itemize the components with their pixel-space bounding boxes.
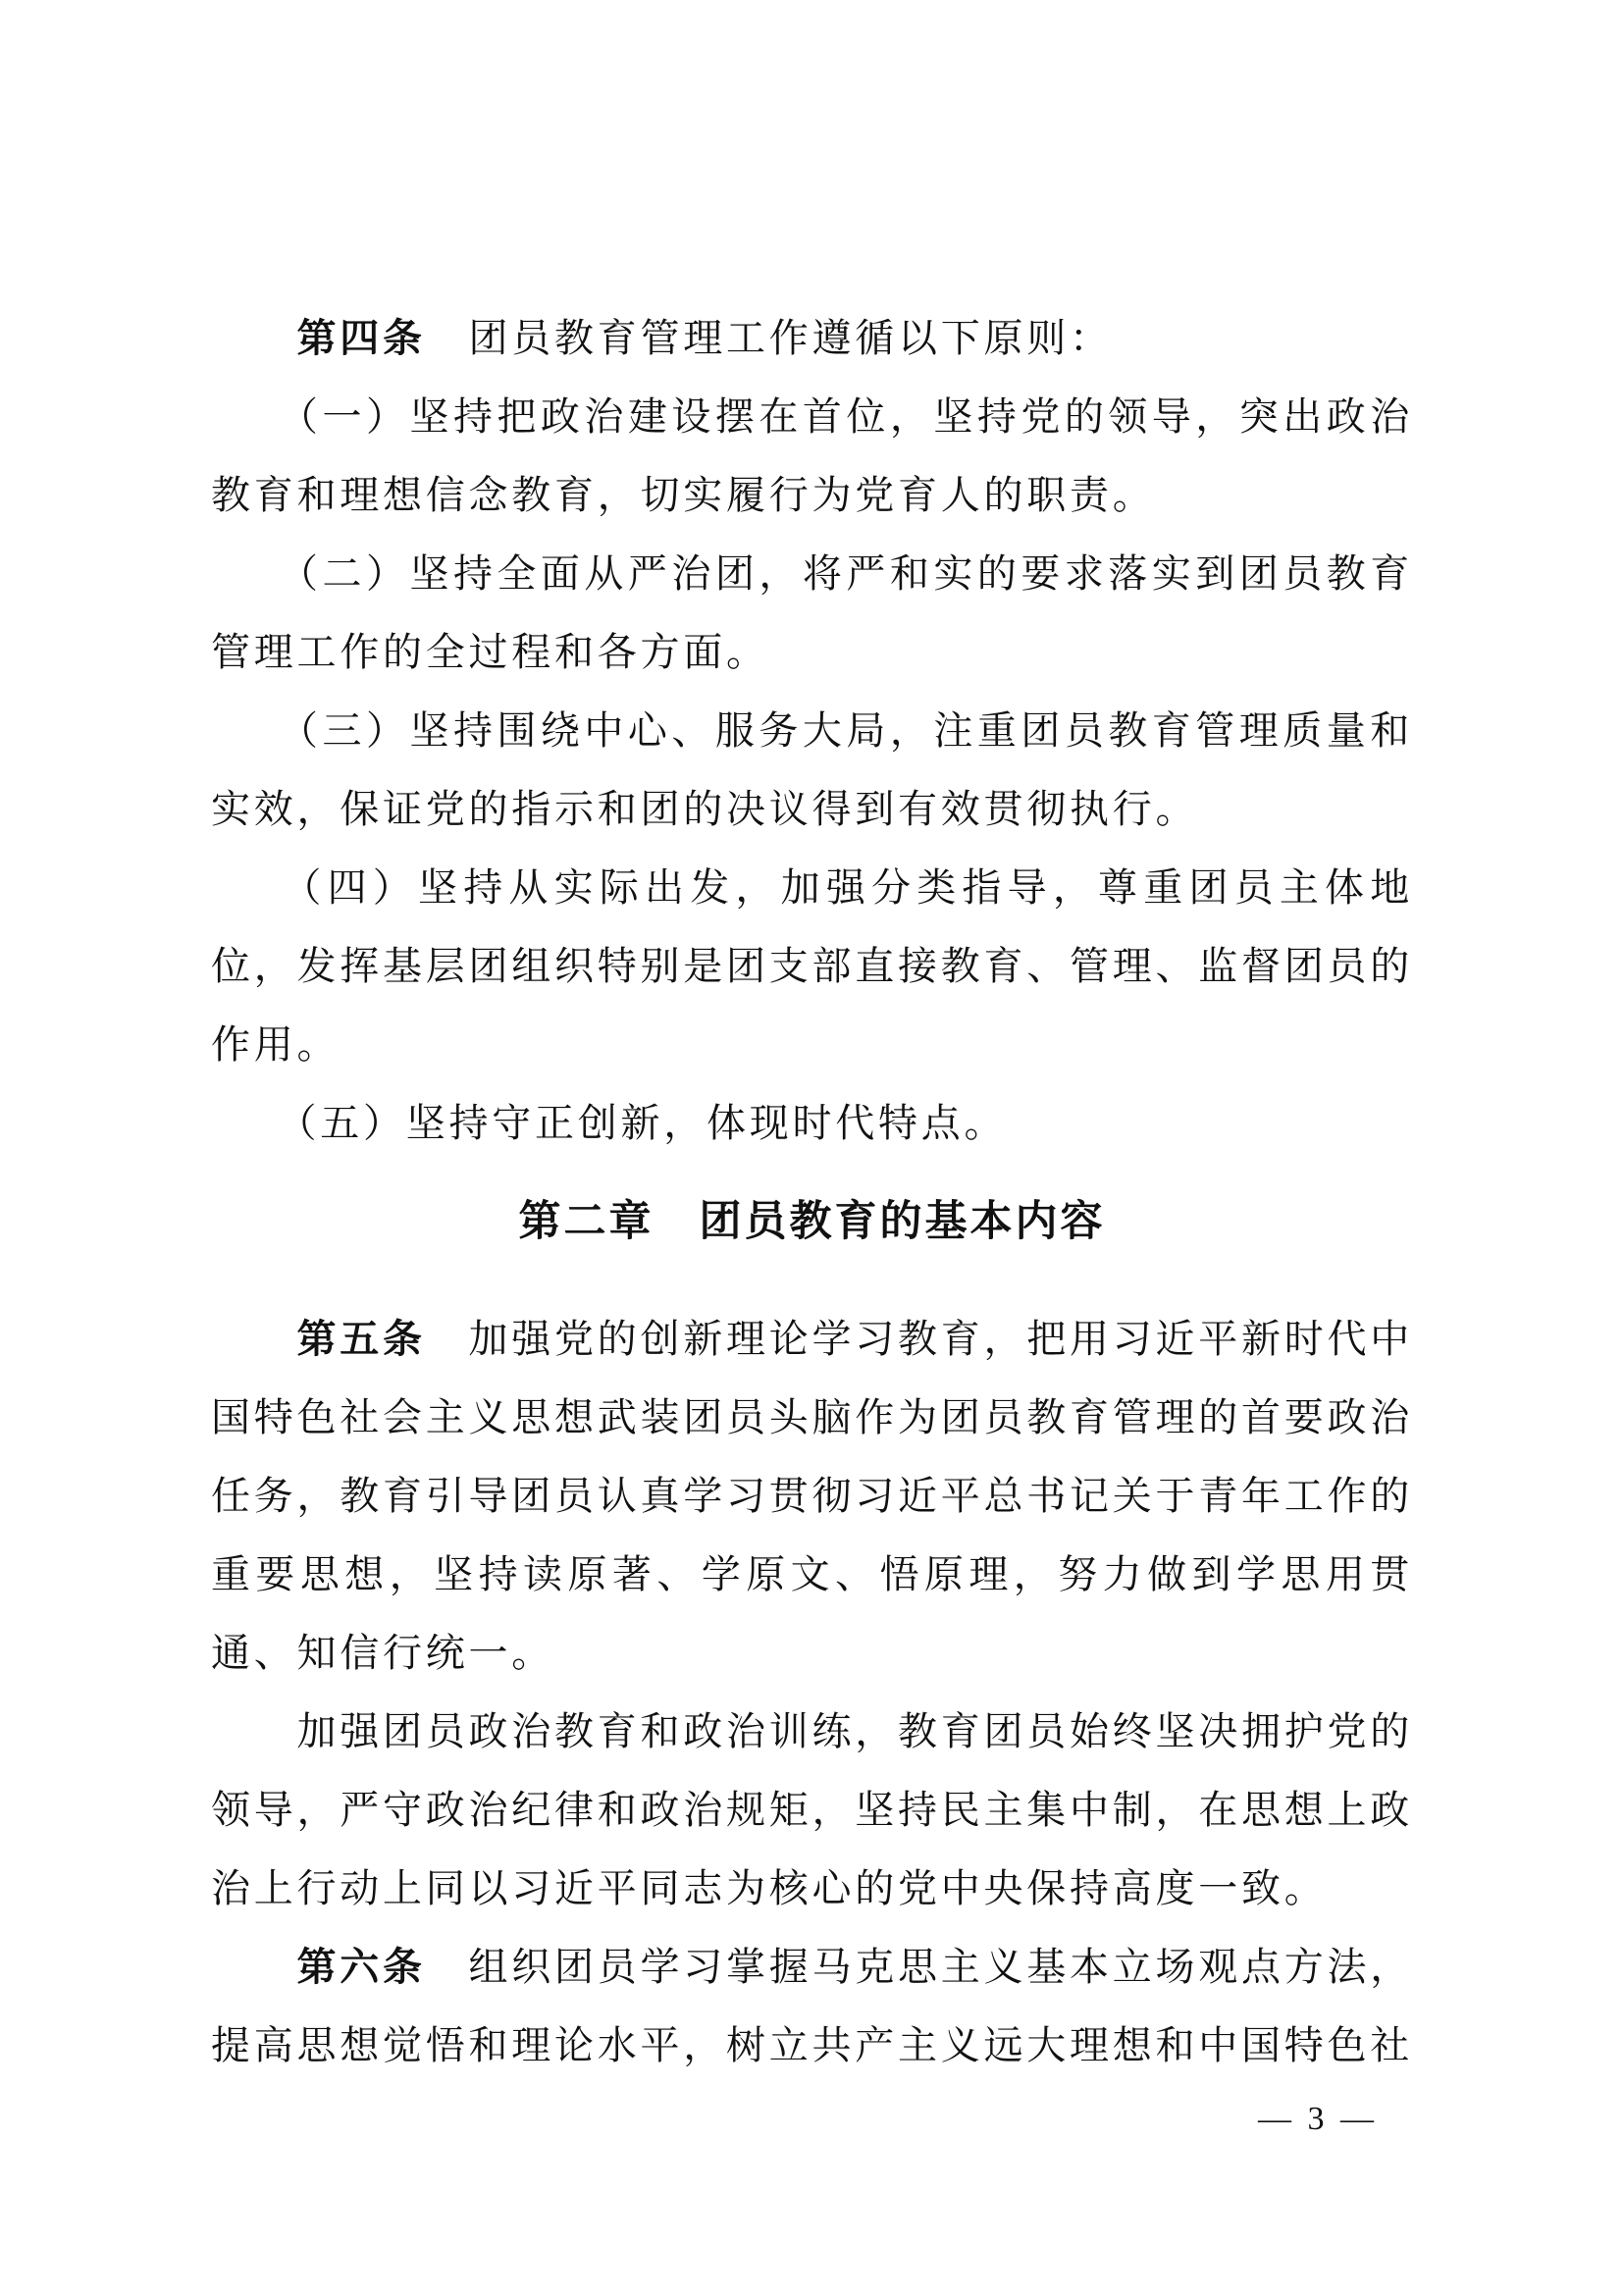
article-5-line-3: 任务，教育引导团员认真学习贯彻习近平总书记关于青年工作的 [211,1474,1413,1518]
principle-2-line-1: （二）坚持全面从严治团，将严和实的要求落实到团员教育 [211,551,1413,596]
principle-3-line-1: （三）坚持围绕中心、服务大局，注重团员教育管理质量和 [211,708,1413,753]
article-4-label: 第四条 [211,317,426,360]
document-body [211,299,1413,2085]
article-5-para-2-line-3: 治上行动上同以习近平同志为核心的党中央保持高度一致。 [211,1866,1328,1910]
principle-1-line-2: 教育和理想信念教育，切实履行为党育人的职责。 [211,473,1156,517]
article-5-line-5: 通、知信行统一。 [211,1631,554,1675]
article-6-text: 组织团员学习掌握马克思主义基本立场观点方法， [425,1945,1413,1989]
article-5-line-2: 国特色社会主义思想武装团员头脑作为团员教育管理的首要政治 [211,1395,1413,1439]
principle-2-line-2: 管理工作的全过程和各方面。 [211,630,769,674]
article-5-text: 加强党的创新理论学习教育，把用习近平新时代中 [425,1317,1413,1361]
article-5-para-2-line-2: 领导，严守政治纪律和政治规矩，坚持民主集中制，在思想上政 [211,1788,1413,1832]
article-4-text: 团员教育管理工作遵循以下原则： [425,316,1113,360]
article-5-line-4: 重要思想，坚持读原著、学原文、悟原理，努力做到学思用贯 [211,1552,1413,1596]
article-5-label: 第五条 [211,1318,426,1361]
principle-4-line-1: （四）坚持从实际出发，加强分类指导，尊重团员主体地 [211,865,1413,910]
chapter-2-heading: 第二章 团员教育的基本内容 [518,1198,1106,1245]
article-5-para-2-line-1: 加强团员政治教育和政治训练，教育团员始终坚决拥护党的 [211,1709,1413,1753]
article-6-label: 第六条 [211,1946,426,1989]
principle-1-line-1: （一）坚持把政治建设摆在首位，坚持党的领导，突出政治 [211,394,1413,439]
article-6-line-2: 提高思想觉悟和理论水平，树立共产主义远大理想和中国特色社 [211,2023,1413,2067]
page-number: — 3 — [1258,2101,1378,2137]
principle-3-line-2: 实效，保证党的指示和团的决议得到有效贯彻执行。 [211,787,1199,831]
principle-5-line: （五）坚持守正创新，体现时代特点。 [211,1101,1008,1145]
principle-4-line-3: 作用。 [211,1022,340,1067]
article-6-line-1 [211,1928,1413,2007]
principle-4-line-2: 位，发挥基层团组织特别是团支部直接教育、管理、监督团员的 [211,944,1413,988]
article-4-opening-line [211,299,1413,378]
article-5-line-1 [211,1300,1413,1379]
